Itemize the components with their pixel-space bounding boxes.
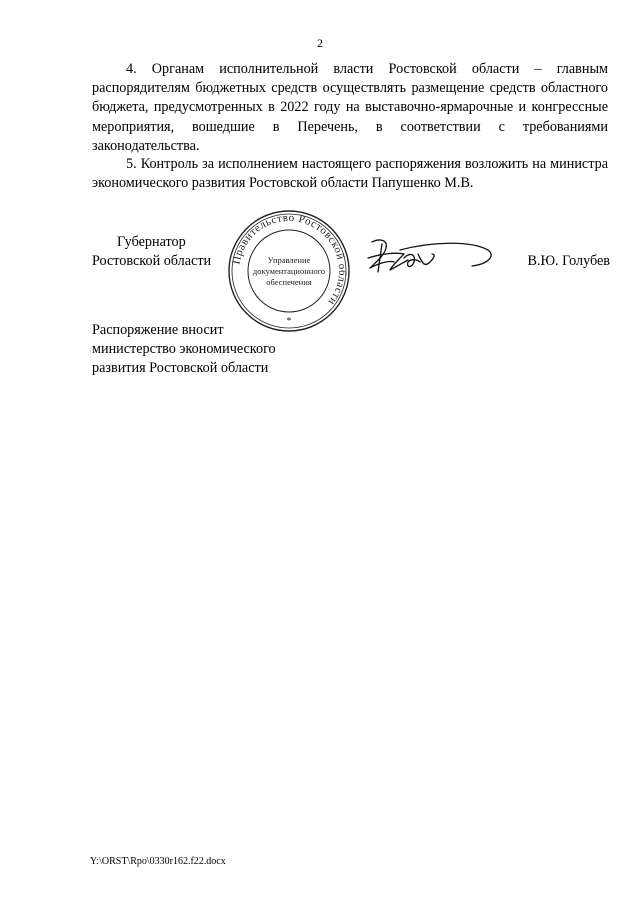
signatory-title-line2: Ростовской области [92,253,212,270]
stamp-inner-line2: документационного [252,266,326,276]
submitted-by-line2: министерство экономического [92,341,276,358]
submitted-by-note [92,321,332,379]
handwritten-signature [360,232,500,284]
stamp-star: * [286,316,292,327]
stamp-inner-line1: Управление [267,255,311,265]
footer-file-path: Y:\ORST\Rpo\0330r162.f22.docx [90,856,226,867]
submitted-by-line3: развития Ростовской области [92,360,269,377]
page-number: 2 [317,36,323,50]
paragraph-4: 4. Органам исполнительной власти Ростовской области – главным распорядителям бюджетных средств осуществлять размещение средств областного бюджета, предусмотренных в 2022 году на выставочно-ярмарочные и конгрессные мероприятия, вошедшие в Перечень, в соответствии с требованиями законодательства. [92,61,608,154]
submitted-by-line1: Распоряжение вносит [92,322,224,338]
official-stamp [226,208,352,334]
signatory-title [92,233,232,271]
stamp-outer-text: Правительство Ростовской области [230,211,349,308]
signatory-name: В.Ю. Голубев [527,253,610,269]
signatory-title-line1: Губернатор [117,234,186,250]
stamp-inner-line3: обеспечения [266,277,312,287]
paragraph-5: 5. Контроль за исполнением настоящего распоряжения возложить на министра экономического развития Ростовской области Папушенко М.В. [92,156,608,192]
